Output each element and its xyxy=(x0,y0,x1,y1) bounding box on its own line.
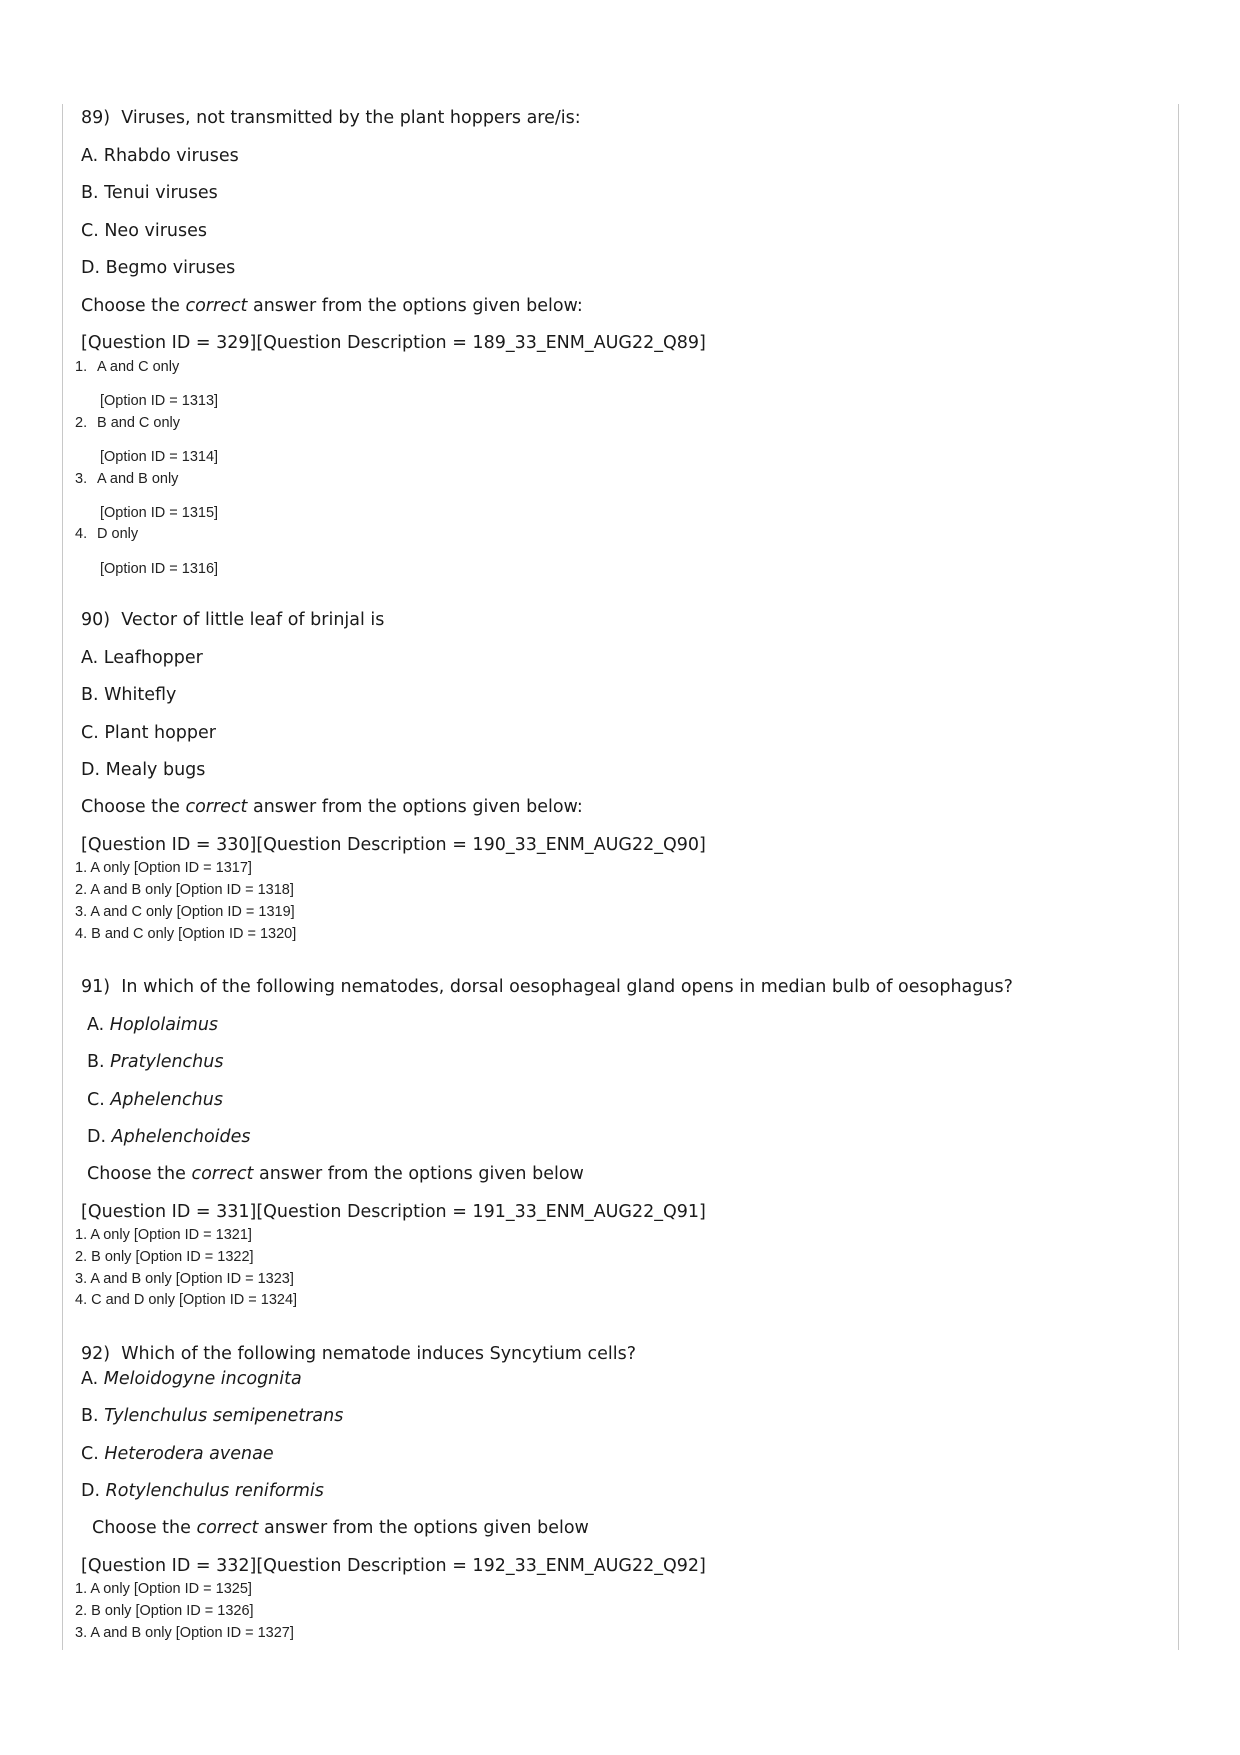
option-item[interactable]: 4. B and C only [Option ID = 1320] xyxy=(75,926,297,942)
option-item[interactable]: 1. A only [Option ID = 1317] xyxy=(75,860,252,876)
option-item[interactable]: 3. A and C only [Option ID = 1319] xyxy=(75,904,295,920)
question-number: 90) xyxy=(81,610,111,630)
option-item[interactable]: 4. C and D only [Option ID = 1324] xyxy=(75,1292,298,1308)
question-meta: [Question ID = 330][Question Description = 190_33_ENM_AUG22_Q90] xyxy=(81,835,706,855)
statement: B. Tenui viruses xyxy=(81,183,218,203)
statement: A. Hoplolaimus xyxy=(87,1015,219,1035)
question-text: Which of the following nematode induces Syncytium cells? xyxy=(121,1344,637,1364)
question-title xyxy=(81,1344,636,1364)
statement: C. Heterodera avenae xyxy=(81,1444,274,1464)
statement: D. Rotylenchulus reniformis xyxy=(81,1481,324,1501)
question-meta: [Question ID = 331][Question Description = 191_33_ENM_AUG22_Q91] xyxy=(81,1202,706,1222)
option-item[interactable]: 1. A only [Option ID = 1325] xyxy=(75,1581,252,1597)
option-item[interactable]: 3. A and B only xyxy=(75,471,179,487)
option-item[interactable]: 2. A and B only [Option ID = 1318] xyxy=(75,882,294,898)
option-item[interactable]: 3. A and B only [Option ID = 1323] xyxy=(75,1271,294,1287)
choose-instruction: Choose the correct answer from the options given below xyxy=(87,1164,584,1184)
statement: D. Mealy bugs xyxy=(81,760,206,780)
question-number: 89) xyxy=(81,108,111,128)
choose-instruction: Choose the correct answer from the options given below: xyxy=(81,296,583,316)
option-item[interactable]: 4. D only xyxy=(75,526,139,542)
option-item[interactable]: 3. A and B only [Option ID = 1327] xyxy=(75,1625,294,1641)
option-id: [Option ID = 1315] xyxy=(100,505,219,521)
statement: A. Rhabdo viruses xyxy=(81,146,239,166)
question-text: Viruses, not transmitted by the plant hoppers are/is: xyxy=(121,108,581,128)
option-item[interactable]: 2. B only [Option ID = 1322] xyxy=(75,1249,254,1265)
option-item[interactable]: 2. B only [Option ID = 1326] xyxy=(75,1603,254,1619)
question-text: In which of the following nematodes, dorsal oesophageal gland opens in median bulb of oesophagus? xyxy=(121,977,1013,997)
statement: C. Plant hopper xyxy=(81,723,216,743)
option-id: [Option ID = 1314] xyxy=(100,449,219,465)
choose-instruction: Choose the correct answer from the options given below: xyxy=(81,797,583,817)
question-text: Vector of little leaf of brinjal is xyxy=(121,610,385,630)
question-meta: [Question ID = 329][Question Description = 189_33_ENM_AUG22_Q89] xyxy=(81,333,706,353)
choose-instruction: Choose the correct answer from the options given below xyxy=(92,1518,589,1538)
statement: B. Whitefly xyxy=(81,685,177,705)
option-item[interactable]: 2. B and C only xyxy=(75,415,181,431)
question-number: 92) xyxy=(81,1344,111,1364)
question-title xyxy=(81,610,384,630)
statement: C. Aphelenchus xyxy=(87,1090,223,1110)
question-meta: [Question ID = 332][Question Description = 192_33_ENM_AUG22_Q92] xyxy=(81,1556,706,1576)
statement: D. Aphelenchoides xyxy=(87,1127,251,1147)
statement: C. Neo viruses xyxy=(81,221,207,241)
statement: B. Pratylenchus xyxy=(87,1052,224,1072)
question-title xyxy=(81,977,1013,997)
statement: A. Meloidogyne incognita xyxy=(81,1369,302,1389)
option-item[interactable]: 1. A only [Option ID = 1321] xyxy=(75,1227,252,1243)
question-title xyxy=(81,108,581,128)
option-item[interactable]: 1. A and C only xyxy=(75,359,180,375)
statement: A. Leafhopper xyxy=(81,648,203,668)
option-id: [Option ID = 1316] xyxy=(100,561,219,577)
option-id: [Option ID = 1313] xyxy=(100,393,219,409)
question-number: 91) xyxy=(81,977,111,997)
statement: D. Begmo viruses xyxy=(81,258,236,278)
statement: B. Tylenchulus semipenetrans xyxy=(81,1406,344,1426)
